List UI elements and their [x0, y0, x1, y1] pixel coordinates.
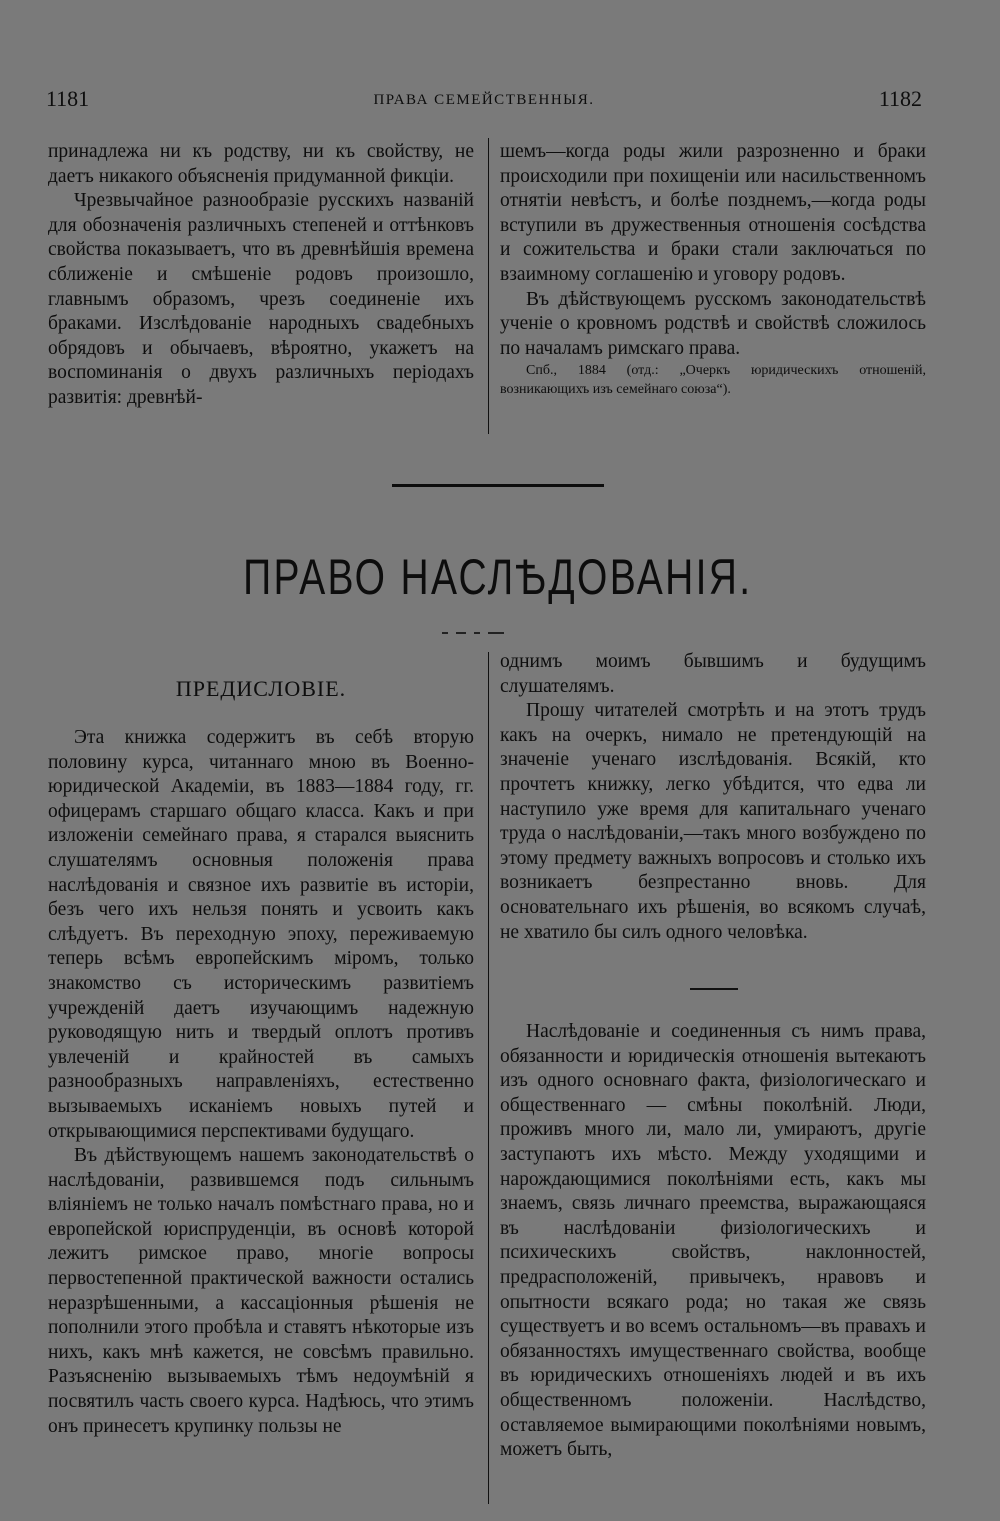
running-title: ПРАВА СЕМЕЙСТВЕННЫЯ.	[373, 92, 595, 108]
top-left-column	[48, 140, 474, 411]
main-text-right-column	[500, 1020, 926, 1463]
short-separator	[690, 988, 738, 990]
paragraph: Чрезвычайное разнообразіе русскихъ названій для обозначенія различныхъ степеней и оттѣнковъ свойства показываетъ, что въ древнѣйшія времена сближеніе и смѣшеніе родовъ произошло, главнымъ образомъ, чрезъ соединеніе ихъ браками. Изслѣдованіе народныхъ свадебныхъ обрядовъ и обычаевъ, вѣроятно, укажетъ на воспоминанія о двухъ различныхъ періодахъ развитія: древнѣй-	[48, 190, 474, 408]
paragraph: Наслѣдованіе и соединенныя съ нимъ права, обязанности и юридическія отношенія вытекаютъ изъ одного основнаго факта, физіологическаго и общественнаго — смѣны поколѣній. Люди, проживъ много ли, мало ли, умираютъ, другіе заступаютъ ихъ мѣсто. Между уходящими и нарождающимися поколѣніями есть, какъ мы знаемъ, связь личнаго преемства, выражающаяся въ наслѣдованіи физіологическихъ и психическихъ свойствъ, наклонностей, предрасположеній, привычекъ, нравовъ и опытности всякаго рода; но такая же связь существуетъ и во всемъ остальномъ—въ правахъ и обязанностяхъ имущественнаго свойства, вообще въ юридическихъ отношеніяхъ людей и въ ихъ общественномъ положеніи. Наслѣдство, оставляемое вымирающими поколѣніями новымъ, можетъ быть,	[500, 1021, 926, 1461]
column-divider	[488, 652, 489, 1504]
running-header	[46, 86, 922, 116]
section-separator	[392, 484, 604, 487]
paragraph: Въ дѣйствующемъ русскомъ законодательствѣ ученіе о кровномъ родствѣ и свойствѣ сложилось по началамъ римскаго права.	[500, 288, 926, 359]
top-right-column	[500, 140, 926, 399]
preface-right-column	[500, 650, 926, 945]
paragraph: однимъ моимъ бывшимъ и будущимъ слушателямъ.	[500, 651, 926, 697]
preface-left-column	[48, 726, 474, 1439]
right-page-number: 1182	[878, 86, 922, 111]
column-divider	[488, 138, 489, 434]
ornament-divider	[442, 632, 524, 634]
citation: Спб., 1884 (отд.: „Очеркъ юридическихъ отношеній, возникающихъ изъ семейнаго союза“).	[500, 363, 926, 398]
paragraph: принадлежа ни къ родству, ни къ свойству, не даетъ никакого объясненія придуманной фикціи.	[48, 141, 474, 187]
paragraph: Въ дѣйствующемъ нашемъ законодательствѣ о наслѣдованіи, развившемся подъ сильнымъ вліяніемъ не только началъ помѣстнаго права, но и европейской юриспруденціи, въ основѣ которой лежитъ римское право, многіе вопросы первостепенной практической важности остались неразрѣшенными, а кассаціонныя рѣшенія не пополнили этого пробѣла и ставятъ нѣкоторые изъ нихъ, какъ мнѣ кажется, не совсѣмъ правильно. Разъясненію вызываемыхъ тѣмъ недоумѣній я посвятилъ часть своего курса. Надѣюсь, что этимъ онъ принесетъ крупинку пользы не	[48, 1145, 474, 1437]
left-page-number: 1181	[46, 86, 90, 111]
section-title: ПРАВО НАСЛѢДОВАНІЯ.	[243, 549, 753, 605]
preface-heading: ПРЕДИСЛОВІЕ.	[175, 676, 347, 701]
paragraph: Эта книжка содержитъ въ себѣ вторую половину курса, читаннаго мною въ Военно-юридической Академіи, въ 1883—1884 году, гг. офицерамъ старшаго общаго класса. Какъ и при изложеніи семейнаго права, я старался выяснить слушателямъ основныя положенія права наслѣдованія и связное ихъ развитіе въ исторіи, безъ чего ихъ нельзя понять и усвоить какъ слѣдуетъ. Въ переходную эпоху, переживаемую теперь всѣмъ европейскимъ міромъ, только знакомство съ историческимъ развитіемъ учрежденій даетъ изучающимъ надежную руководящую нить и твердый оплотъ противъ увлеченій и крайностей въ самыхъ разнообразныхъ направленіяхъ, естественно вызываемыхъ исканіемъ новыхъ путей и открывающимися перспективами будущаго.	[48, 727, 474, 1142]
paragraph: Прошу читателей смотрѣть и на этотъ трудъ какъ на очеркъ, нимало не претендующій на значеніе ученаго изслѣдованія. Всякій, кто прочтетъ книжку, легко убѣдится, что едва ли наступило уже время для капитальнаго ученаго труда о наслѣдованіи,—такъ много возбуждено по этому предмету важныхъ вопросовъ и столько ихъ возникаетъ безпрестанно вновь. Для основательнаго ихъ рѣшенія, во всякомъ случаѣ, не хватило бы силъ одного человѣка.	[500, 700, 926, 943]
paragraph: шемъ—когда роды жили разрозненно и браки происходили при похищеніи или насильственномъ отнятіи невѣстъ, и болѣе позднемъ,—когда роды вступили въ дружественныя отношенія сосѣдства и сожительства и браки стали заключаться по взаимному соглашенію и уговору родовъ.	[500, 141, 926, 285]
